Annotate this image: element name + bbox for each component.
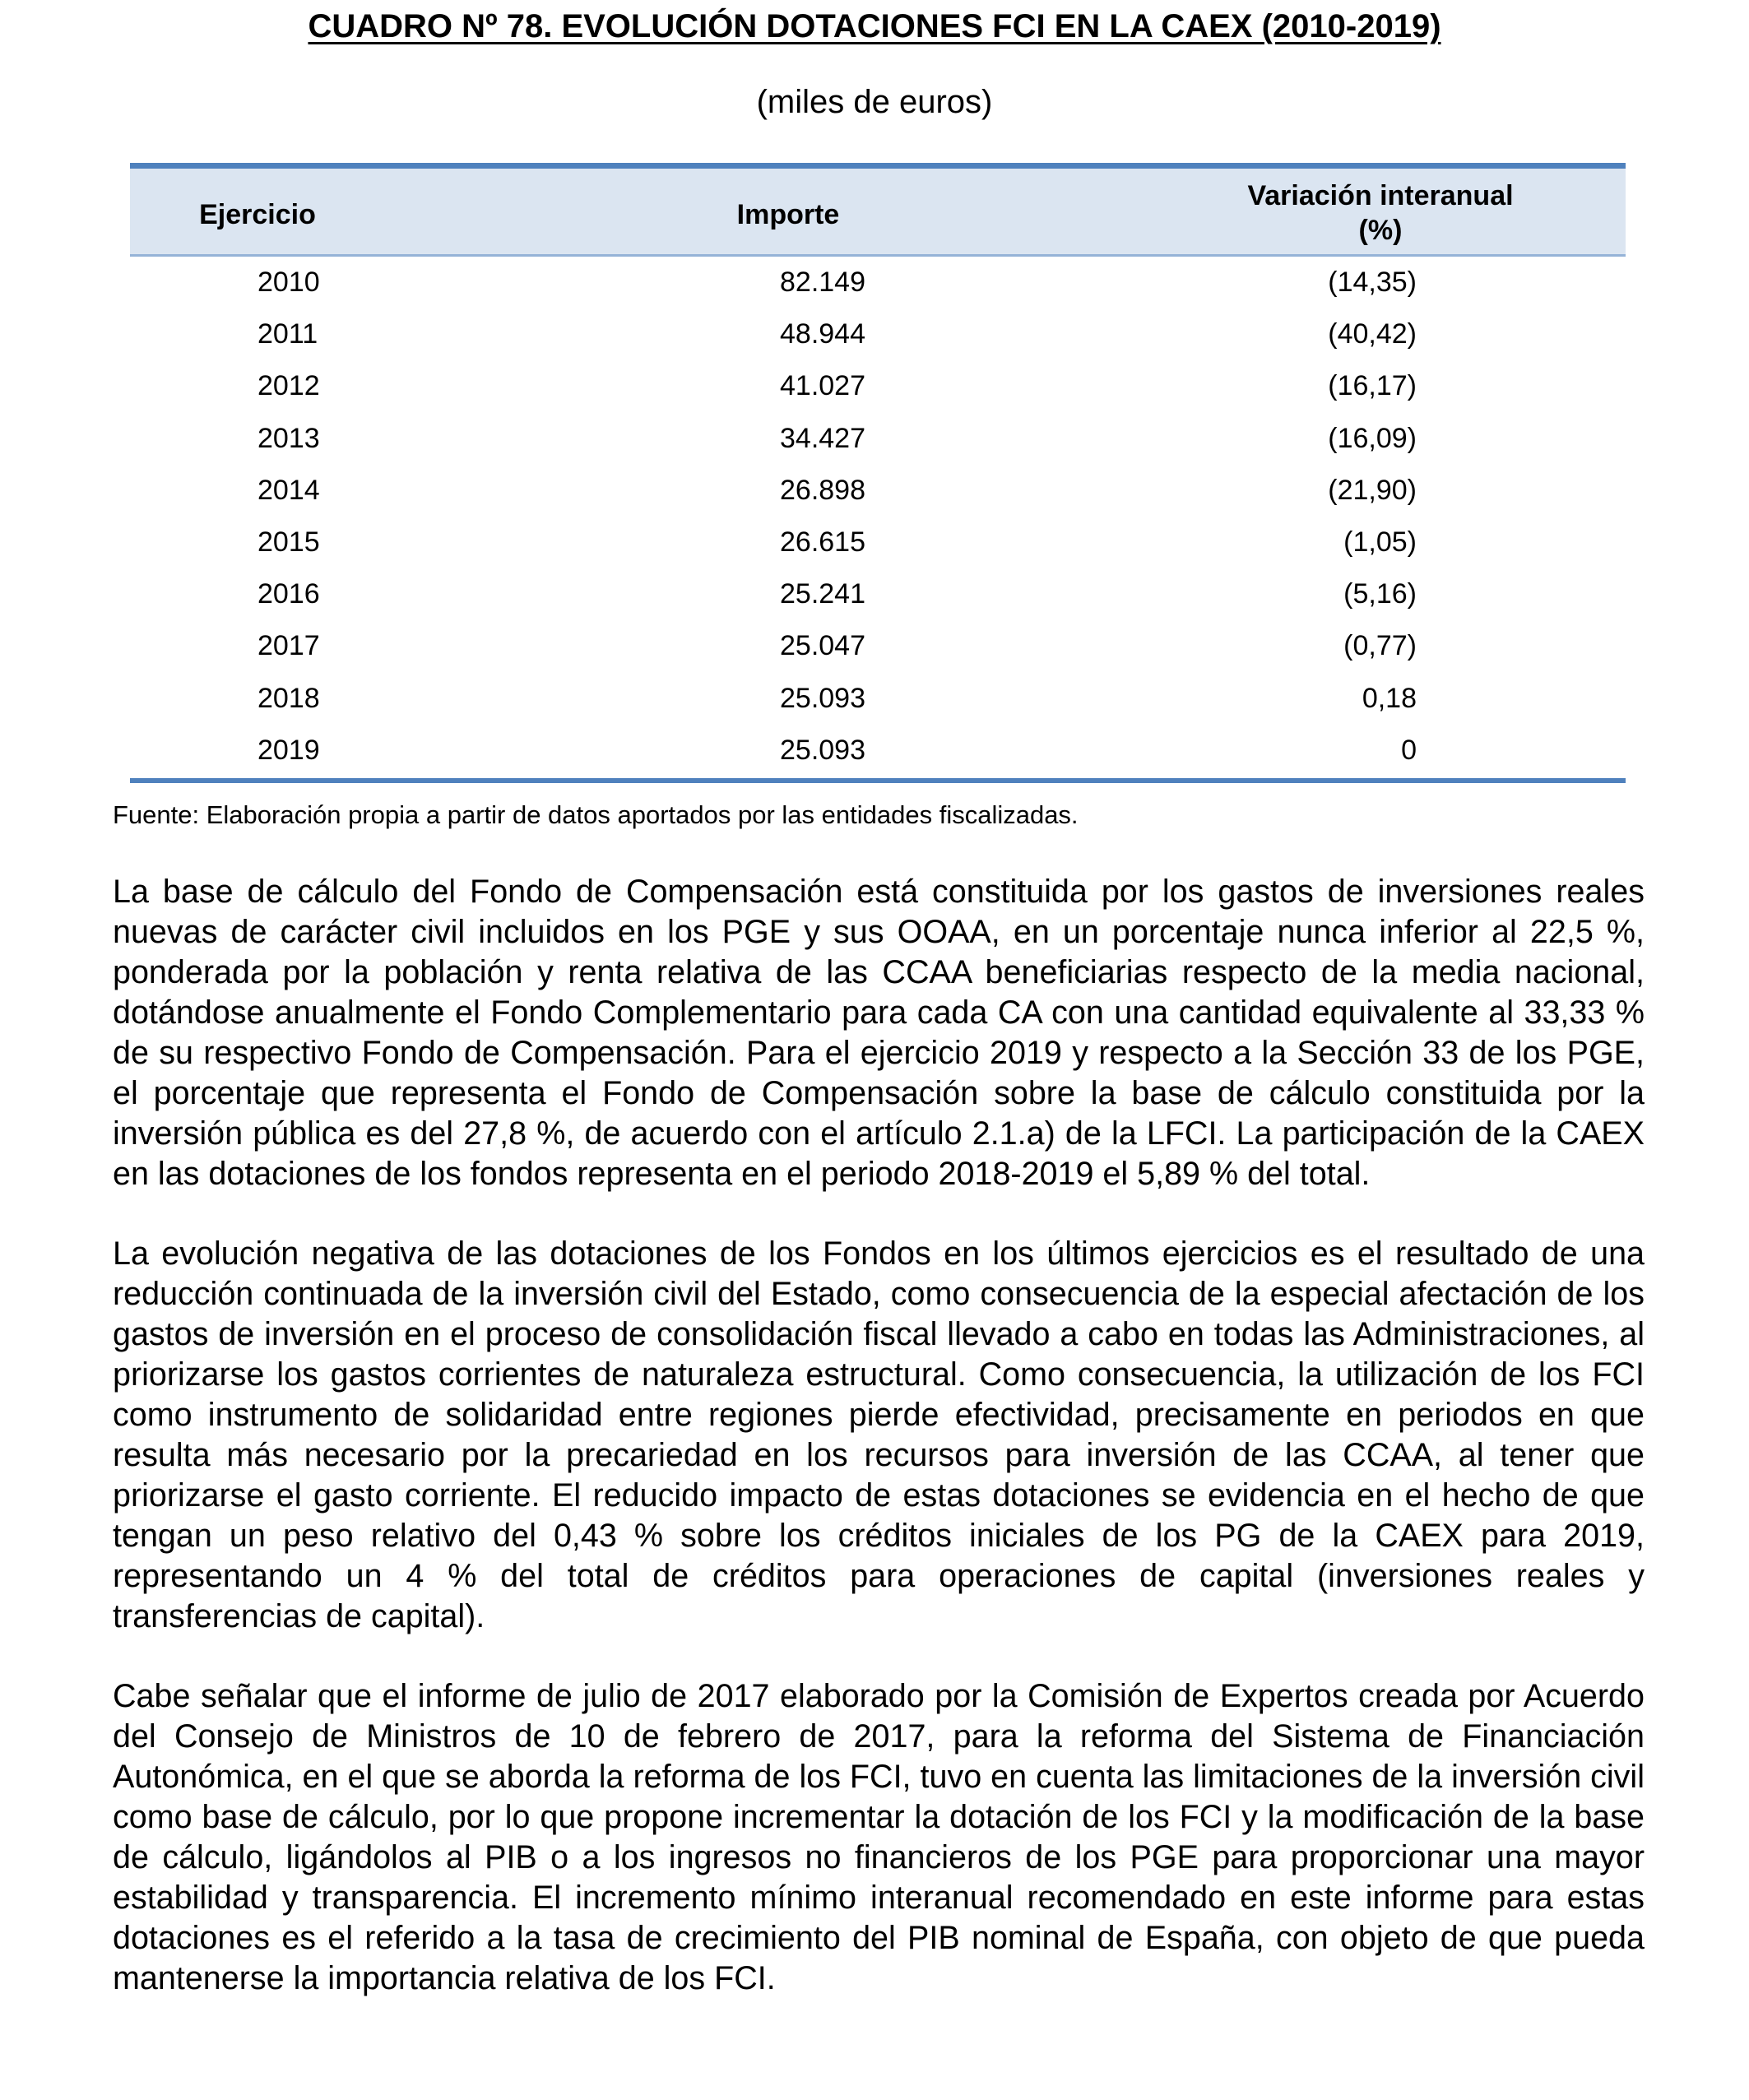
cell-importe: 34.427 bbox=[780, 422, 865, 454]
header-ejercicio: Ejercicio bbox=[199, 199, 316, 230]
cell-importe: 25.093 bbox=[780, 734, 865, 766]
paragraph-2: La evolución negativa de las dotaciones de los Fondos en los últimos ejercicios es el resultado de una reducción continuada de la inversión civil del Estado, como consecuencia de la especial afectación de los gastos de inversión en el proceso de consolidación fiscal llevado a cabo en todas las Administraciones, al priorizarse los gastos corrientes de naturaleza estructural. Como consecuencia, la utilización de los FCI como instrumento de solidaridad entre regiones pierde efectividad, precisamente en periodos en que resulta más necesario por la precariedad en los recursos para inversión de las CCAA, al tener que priorizarse el gasto corriente. El reducido impacto de estas dotaciones se evidencia en el hecho de que tengan un peso relativo del 0,43 % sobre los créditos iniciales de los PG de la CAEX para 2019, representando un 4 % del total de créditos para operaciones de capital (inversiones reales y transferencias de capital). bbox=[113, 1235, 1645, 1634]
cell-importe: 25.093 bbox=[780, 682, 865, 714]
table-title: CUADRO Nº 78. EVOLUCIÓN DOTACIONES FCI EN LA CAEX (2010-2019) bbox=[308, 8, 1441, 44]
cell-variacion: 0,18 bbox=[1362, 682, 1417, 714]
cell-year: 2019 bbox=[257, 734, 320, 766]
cell-year: 2018 bbox=[257, 682, 320, 714]
table-bottom-rule bbox=[130, 778, 1626, 783]
cell-year: 2017 bbox=[257, 630, 320, 662]
cell-variacion: (5,16) bbox=[1343, 578, 1417, 610]
cell-year: 2010 bbox=[257, 267, 320, 298]
data-table bbox=[130, 163, 1626, 783]
cell-variacion: (16,09) bbox=[1328, 422, 1417, 454]
cell-variacion: (40,42) bbox=[1328, 318, 1417, 350]
body-text bbox=[113, 872, 1645, 2038]
cell-year: 2013 bbox=[257, 422, 320, 454]
table-top-rule bbox=[130, 163, 1626, 169]
table-row bbox=[130, 673, 1626, 725]
cell-year: 2011 bbox=[257, 318, 318, 350]
header-importe: Importe bbox=[736, 199, 840, 230]
cell-year: 2016 bbox=[257, 578, 320, 610]
table-row bbox=[130, 725, 1626, 776]
cell-importe: 82.149 bbox=[780, 267, 865, 298]
cell-importe: 41.027 bbox=[780, 370, 865, 402]
table-subtitle: (miles de euros) bbox=[756, 84, 993, 120]
cell-importe: 26.615 bbox=[780, 526, 865, 558]
cell-importe: 25.047 bbox=[780, 630, 865, 662]
cell-variacion: (0,77) bbox=[1343, 630, 1417, 662]
paragraph-1: La base de cálculo del Fondo de Compensación está constituida por los gastos de inversiones reales nuevas de carácter civil incluidos en los PGE y sus OOAA, en un porcentaje nunca inferior al 22,5 %, ponderada por la población y renta relativa de las CCAA beneficiarias respecto de la media nacional, dotándose anualmente el Fondo Complementario para cada CA con una cantidad equivalente al 33,33 % de su respectivo Fondo de Compensación. Para el ejercicio 2019 y respecto a la Sección 33 de los PGE, el porcentaje que representa el Fondo de Compensación sobre la base de cálculo constituida por la inversión pública es del 27,8 %, de acuerdo con el artículo 2.1.a) de la LFCI. La participación de la CAEX en las dotaciones de los fondos representa en el periodo 2018-2019 el 5,89 % del total. bbox=[113, 874, 1645, 1192]
cell-variacion: (21,90) bbox=[1328, 474, 1417, 506]
table-source-note: Fuente: Elaboración propia a partir de datos aportados por las entidades fiscalizadas. bbox=[113, 800, 1079, 829]
header-variacion bbox=[1191, 178, 1570, 248]
table-row bbox=[130, 360, 1626, 412]
paragraph-3: Cabe señalar que el informe de julio de 2017 elaborado por la Comisión de Expertos creada por Acuerdo del Consejo de Ministros de 10 de febrero de 2017, para la reforma del Sistema de Financiación Autonómica, en el que se aborda la reforma de los FCI, tuvo en cuenta las limitaciones de la inversión civil como base de cálculo, por lo que propone incrementar la dotación de los FCI y la modificación de la base de cálculo, ligándolos al PIB o a los ingresos no financieros de los PGE para proporcionar una mayor estabilidad y transparencia. El incremento mínimo interanual recomendado en este informe para estas dotaciones es el referido a la tasa de crecimiento del PIB nominal de España, con objeto de que pueda mantenerse la importancia relativa de los FCI. bbox=[113, 1678, 1645, 1996]
table-row bbox=[130, 620, 1626, 672]
cell-importe: 25.241 bbox=[780, 578, 865, 610]
cell-importe: 48.944 bbox=[780, 318, 865, 350]
cell-variacion: (16,17) bbox=[1328, 370, 1417, 402]
table-row bbox=[130, 308, 1626, 360]
table-row bbox=[130, 257, 1626, 308]
table-row bbox=[130, 465, 1626, 517]
cell-year: 2012 bbox=[257, 370, 320, 402]
cell-year: 2014 bbox=[257, 474, 320, 506]
cell-year: 2015 bbox=[257, 526, 320, 558]
header-variacion-line1: Variación interanual bbox=[1247, 180, 1514, 211]
cell-variacion: (14,35) bbox=[1328, 267, 1417, 298]
cell-importe: 26.898 bbox=[780, 474, 865, 506]
header-variacion-line2: (%) bbox=[1358, 215, 1403, 246]
table-row bbox=[130, 517, 1626, 568]
table-header bbox=[130, 169, 1626, 257]
cell-variacion: (1,05) bbox=[1343, 526, 1417, 558]
table-row bbox=[130, 413, 1626, 465]
table-body bbox=[130, 257, 1626, 776]
cell-variacion: 0 bbox=[1401, 734, 1417, 766]
table-row bbox=[130, 568, 1626, 620]
